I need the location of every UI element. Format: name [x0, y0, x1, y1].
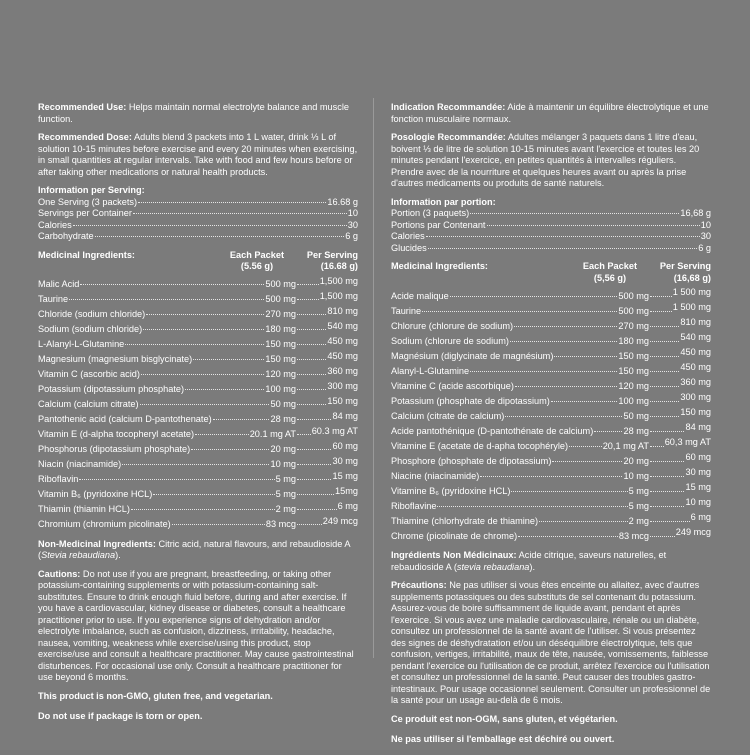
dot-leader [650, 510, 690, 522]
info-label: Carbohydrate [38, 231, 94, 241]
ingredient-name: Niacin (niacinamide) [38, 459, 122, 469]
ingredient-per-packet: 120 mg [618, 380, 649, 391]
ingredient-name: L-Alanyl-L-Glutamine [38, 339, 125, 349]
info-row [391, 220, 711, 232]
info-per-serving [38, 185, 358, 243]
ingredient-per-serving: 540 mg [327, 320, 358, 331]
dot-leader [297, 439, 331, 451]
dot-leader [594, 431, 622, 432]
ingredient-per-serving: 540 mg [680, 332, 711, 342]
ingredient-per-serving: 10 mg [685, 497, 711, 507]
dot-leader [650, 345, 679, 357]
ingredient-per-serving: 360 mg [327, 365, 358, 376]
ingredient-name: Vitamine C (acide ascorbique) [391, 380, 514, 391]
ingredient-per-packet: 150 mg [618, 365, 649, 376]
ingredient-per-packet: 100 mg [618, 395, 649, 406]
ingredient-per-serving: 150 mg [327, 395, 358, 406]
ingredient-per-serving: 15 mg [685, 482, 711, 492]
ingredient-name: Potassium (dipotassium phosphate) [38, 384, 185, 394]
dot-leader [539, 521, 627, 522]
ingredients-list [38, 276, 358, 531]
info-value: 6 g [698, 242, 711, 253]
dot-leader [193, 359, 264, 360]
info-label: One Serving (3 packets) [38, 196, 138, 207]
dot-leader [297, 424, 311, 436]
dot-leader [554, 356, 617, 357]
recommended-dose: Recommended Dose: Adults blend 3 packets into 1 L water, drink ⅓ L of solution 10-15 minutes before exercise and every 20 minutes when exercising, in small quantities at regular intervals. Take with food and few hours before or after taking other medications or natural health products. [38, 132, 358, 177]
ingredient-per-packet: 500 mg [265, 279, 296, 289]
ingredient-per-serving: 15mg [335, 485, 358, 496]
dot-leader [422, 311, 617, 312]
dot-leader [297, 409, 331, 421]
ingredient-per-packet: 150 mg [618, 350, 649, 361]
ingredient-per-serving: 1 500 mg [672, 287, 711, 297]
ingredients-units: (5.56 g) (16.68 g) [240, 261, 358, 271]
dot-leader [133, 213, 347, 214]
ingredient-name: Niacine (niacinamide) [391, 470, 480, 481]
dot-leader [297, 394, 326, 406]
ingredient-per-serving: 810 mg [680, 317, 711, 327]
ingredient-per-packet: 150 mg [265, 339, 296, 349]
ingredient-per-serving: 300 mg [327, 380, 358, 391]
ingredient-per-packet: 28 mg [623, 425, 649, 436]
info-row [391, 243, 711, 255]
dot-leader [131, 509, 275, 510]
dot-leader [297, 454, 331, 466]
ingredient-per-packet: 150 mg [265, 354, 296, 364]
dot-leader [297, 349, 326, 361]
ingredient-per-serving: 1,500 mg [319, 275, 358, 286]
ingredient-name: Thiamin (thiamin HCL) [38, 504, 130, 514]
ingredient-name: Riboflavine [391, 500, 437, 511]
dot-leader [650, 315, 679, 327]
dot-leader [140, 404, 270, 405]
dot-leader [191, 449, 269, 450]
ingredient-name: Sodium (chlorure de sodium) [391, 335, 509, 346]
ingredient-name: Thiamine (chlorhydrate de thiamine) [391, 515, 539, 526]
ingredient-per-serving: 810 mg [327, 305, 358, 316]
ingredient-per-packet: 5 mg [628, 500, 649, 511]
ingredient-per-packet: 180 mg [265, 324, 296, 334]
info-title: Information per Serving: [38, 185, 145, 195]
ingredient-per-packet: 100 mg [265, 384, 296, 394]
info-label: Servings per Container [38, 208, 132, 218]
ingredient-per-serving: 249 mcg [675, 527, 711, 537]
ingredient-name: Phosphorus (dipotassium phosphate) [38, 444, 191, 454]
info-label: Calories [38, 219, 72, 230]
ingredient-name: Vitamin B₆ (pyridoxine HCL) [38, 489, 153, 499]
ingredient-name: Vitamin E (d-alpha tocopheryl acetate) [38, 429, 195, 439]
ingredient-per-serving: 150 mg [680, 407, 711, 417]
dot-leader [80, 284, 264, 285]
dot-leader [146, 314, 264, 315]
ingredient-per-packet: 50 mg [270, 399, 296, 409]
info-row [38, 208, 358, 220]
package-warning: Do not use if package is torn or open. [38, 711, 203, 721]
dot-leader [297, 289, 319, 301]
ingredient-name: Vitamin C (ascorbic acid) [38, 369, 140, 379]
ingredient-name: Potassium (phosphate de dipotassium) [391, 395, 550, 406]
dot-leader [650, 330, 679, 342]
ingredient-per-packet: 20.1 mg AT [249, 429, 296, 439]
dot-leader [650, 285, 672, 297]
ingredient-per-packet: 20,1 mg AT [602, 440, 649, 451]
ingredient-per-packet: 2 mg [275, 504, 296, 514]
dot-leader [650, 525, 675, 537]
ingredient-per-packet: 500 mg [618, 305, 649, 316]
english-column [38, 102, 358, 732]
info-value: 16,68 g [680, 208, 711, 218]
dot-leader [73, 225, 347, 226]
ingredient-per-serving: 450 mg [327, 335, 358, 346]
ingredient-per-packet: 20 mg [270, 444, 296, 454]
ingredient-per-serving: 84 mg [332, 410, 358, 421]
dot-leader [650, 495, 684, 507]
ingredient-name: Sodium (sodium chloride) [38, 324, 143, 334]
french-column [391, 102, 711, 755]
dot-leader [141, 374, 264, 375]
info-label: Portion (3 paquets) [391, 208, 470, 218]
ingredient-name: Pantothenic acid (calcium D-pantothenate) [38, 414, 212, 424]
dot-leader [480, 476, 622, 477]
dot-leader [650, 435, 664, 447]
ingredient-per-packet: 83 mcg [618, 530, 649, 541]
recommended-use-fr: Indication Recommandée: Aide à maintenir un équilibre électrolytique et une fonction musculaire normaux. [391, 102, 709, 124]
ingredient-name: Riboflavin [38, 474, 79, 484]
dot-leader [297, 469, 331, 481]
ingredient-name: Vitamine B₆ (pyridoxine HCL) [391, 485, 511, 496]
info-value: 16.68 g [327, 196, 358, 207]
info-value: 10 [700, 219, 711, 230]
dot-leader [552, 461, 622, 462]
ingredient-per-packet: 10 mg [623, 470, 649, 481]
dot-leader [510, 341, 617, 342]
ingredient-per-serving: 360 mg [680, 377, 711, 387]
ingredient-per-serving: 1 500 mg [672, 302, 711, 312]
dot-leader [297, 514, 322, 526]
dot-leader [650, 360, 679, 372]
ingredient-per-serving: 450 mg [680, 347, 711, 357]
ingredient-per-serving: 30 mg [685, 467, 711, 477]
ingredient-row [38, 516, 358, 531]
ingredient-per-packet: 28 mg [270, 414, 296, 424]
info-label: Calories [391, 231, 425, 241]
ingredient-per-packet: 500 mg [618, 290, 649, 301]
ingredient-name: Magnésium (diglycinate de magnésium) [391, 350, 554, 361]
ingredient-per-serving: 15 mg [332, 470, 358, 481]
ingredient-per-serving: 450 mg [327, 350, 358, 361]
ingredient-name: Chromium (chromium picolinate) [38, 519, 171, 529]
ingredient-name: Malic Acid [38, 279, 80, 289]
ingredient-per-serving: 60 mg [685, 452, 711, 462]
info-title-fr: Information par portion: [391, 196, 496, 207]
ingredient-per-packet: 83 mcg [265, 519, 296, 529]
ingredient-name: Vitamine E (acetate de d-apha tocophéryle) [391, 440, 569, 451]
ingredient-per-serving: 60,3 mg AT [664, 437, 711, 447]
dot-leader [569, 446, 602, 447]
ingredient-per-serving: 300 mg [680, 392, 711, 402]
ingredient-name: Chrome (picolinate de chrome) [391, 530, 518, 541]
ingredient-per-serving: 84 mg [685, 422, 711, 432]
ingredient-per-packet: 180 mg [618, 335, 649, 346]
ingredient-name: Alanyl-L-Glutamine [391, 365, 470, 376]
cautions-fr: Précautions: Ne pas utiliser si vous êtes enceinte ou allaitez, avec d'autres supplements potassiques ou des substituts de sel contenant du potassium. Assurez-vous de boire suffisamment de liquide avant, pendant et après l'exercice. Si vous avez une maladie cardiovasculaire, rénale ou un diabète, consultez un professionnel de la santé avant de l'utiliser. Si vous présentez des signes de déshydratation et/ou un déséquilibre électrolytique, tels que confusion, vertiges, irritabilité, maux de tête, nausée, vomissements, faiblesse pendant l'exercice ou l'utilisation de ce produit, arrêtez l'exercice ou l'utilisation et consultez un professionnel de la santé. Peut causer des troubles gastro-intestinaux. Pour usage occasionnel seulement. Consulter un professionnel de la santé pour un usage au-delà de 6 mois. [391, 580, 711, 705]
dot-leader [470, 371, 617, 372]
non-gmo-statement-fr: Ce produit est non-OGM, sans gluten, et végétarien. [391, 713, 618, 724]
dot-leader [511, 491, 627, 492]
dot-leader [297, 334, 326, 346]
info-value: 30 [347, 219, 358, 230]
dot-leader [195, 434, 249, 435]
info-per-serving-fr [391, 197, 711, 255]
dot-leader [297, 484, 334, 496]
ingredient-per-serving: 450 mg [680, 362, 711, 372]
recommended-use: Recommended Use: Helps maintain normal electrolyte balance and muscle function. [38, 102, 349, 124]
info-row [391, 208, 711, 220]
dot-leader [470, 213, 679, 214]
dot-leader [437, 506, 627, 507]
ingredient-per-packet: 50 mg [623, 410, 649, 421]
ingredient-name: Chlorure (chlorure de sodium) [391, 320, 514, 331]
non-medicinal-ingredients-fr: Ingrédients Non Médicinaux: Acide citrique, saveurs naturelles, et rebaudioside A (stevia rebaudiana). [391, 550, 667, 572]
dot-leader [172, 524, 265, 525]
dot-leader [138, 202, 326, 203]
ingredients-list-fr [391, 287, 711, 542]
ingredient-per-serving: 60 mg [332, 440, 358, 451]
dot-leader [122, 464, 269, 465]
info-row [38, 220, 358, 232]
ingredient-per-packet: 10 mg [270, 459, 296, 469]
package-warning-fr: Ne pas utiliser si l'emballage est déchiré ou ouvert. [391, 734, 615, 744]
dot-leader [428, 248, 697, 249]
ingredient-per-packet: 270 mg [265, 309, 296, 319]
info-label: Glucides [391, 242, 427, 253]
dot-leader [297, 274, 319, 286]
ingredients-units-fr: (5,56 g) (16,68 g) [593, 272, 711, 283]
ingredient-per-packet: 270 mg [618, 320, 649, 331]
dot-leader [426, 236, 700, 237]
cautions: Cautions: Do not use if you are pregnant, breastfeeding, or taking other potassium-containing supplements or with potassium-containing salt-substitutes. Ensure to drink enough fluid before, during and after exercise. If you have a cardiovascular, kidney disease or diabetes, consult a healthcare practitioner prior to use. If you experience signs of dehydration and/or electrolyte imbalance, such as confusion, dizziness, irritability, headache, nausea, vomiting, weakness while exercise/using this product, stop exercise/use and consult a healthcare practitioner. May cause gastrointestinal disturbences. For occasional use only. Consult a healthcare practitioner for use beyond 6 months. [38, 568, 354, 682]
dot-leader [213, 419, 270, 420]
dot-leader [551, 401, 618, 402]
ingredient-name: Chloride (sodium chloride) [38, 309, 146, 319]
dot-leader [297, 304, 326, 316]
ingredient-name: Calcium (citrate de calcium) [391, 410, 505, 421]
non-gmo-statement: This product is non-GMO, gluten free, and vegetarian. [38, 690, 273, 701]
non-medicinal-ingredients: Non-Medicinal Ingredients: Citric acid, natural flavours, and rebaudioside A (Stevia rebaudiana). [38, 538, 350, 560]
dot-leader [297, 379, 326, 391]
ingredient-per-packet: 5 mg [628, 485, 649, 496]
ingredient-per-packet: 20 mg [623, 455, 649, 466]
info-row [38, 197, 358, 209]
dot-leader [650, 300, 672, 312]
dot-leader [125, 344, 264, 345]
dot-leader [153, 494, 274, 495]
dot-leader [297, 319, 326, 331]
ingredient-per-packet: 120 mg [265, 369, 296, 379]
dot-leader [297, 499, 337, 511]
info-value: 6 g [345, 231, 358, 241]
ingredient-per-packet: 500 mg [265, 294, 296, 304]
dot-leader [515, 386, 617, 387]
dot-leader [650, 405, 679, 417]
ingredient-per-serving: 6 mg [337, 500, 358, 511]
info-label: Portions par Contenant [391, 219, 486, 230]
dot-leader [450, 296, 618, 297]
info-row [391, 231, 711, 243]
ingredient-per-serving: 1,500 mg [319, 290, 358, 301]
ingredient-per-serving: 6 mg [690, 512, 711, 522]
dot-leader [514, 326, 617, 327]
ingredient-row [391, 527, 711, 542]
ingredient-name: Taurine [391, 305, 422, 316]
ingredient-name: Calcium (calcium citrate) [38, 399, 139, 409]
ingredient-per-packet: 5 mg [275, 489, 296, 499]
ingredient-per-serving: 30 mg [332, 455, 358, 466]
dot-leader [650, 465, 684, 477]
ingredient-name: Magnesium (magnesium bisglycinate) [38, 354, 193, 364]
info-value: 10 [347, 208, 358, 218]
ingredient-per-serving: 249 mcg [322, 515, 358, 526]
ingredient-per-serving: 60.3 mg AT [311, 425, 358, 436]
ingredients-header-fr: Medicinal Ingredients: Each Packet Per Serving [391, 261, 711, 271]
dot-leader [518, 536, 618, 537]
ingredient-name: Acide malique [391, 290, 449, 301]
dot-leader [297, 364, 326, 376]
dot-leader [79, 479, 274, 480]
ingredients-header: Medicinal Ingredients: Each Packet Per Serving [38, 249, 358, 260]
info-value: 30 [700, 231, 711, 241]
recommended-dose-fr: Posologie Recommandée: Adultes mélanger 3 paquets dans 1 litre d'eau, boivent ⅓ de litre de solution 10-15 minutes avant l'exercice et toutes les 20 minutes pendant l'exercice, en petites quantités à intervalles réguliers. Prendre avec de la nourriture et quelques heures avant ou après la prise d'autres médicaments ou produits de santé naturels. [391, 132, 700, 188]
info-row [38, 231, 358, 243]
ingredient-name: Acide pantothénique (D-pantothénate de calcium) [391, 425, 594, 436]
dot-leader [650, 450, 684, 462]
ingredient-name: Taurine [38, 294, 69, 304]
dot-leader [650, 480, 684, 492]
ingredient-per-packet: 5 mg [275, 474, 296, 484]
dot-leader [650, 375, 679, 387]
dot-leader [69, 299, 264, 300]
dot-leader [650, 420, 684, 432]
dot-leader [487, 225, 700, 226]
dot-leader [505, 416, 622, 417]
dot-leader [95, 236, 345, 237]
dot-leader [143, 329, 264, 330]
ingredient-per-packet: 2 mg [628, 515, 649, 526]
column-divider [373, 98, 374, 658]
ingredient-name: Phosphore (phosphate de dipotassium) [391, 455, 552, 466]
dot-leader [650, 390, 679, 402]
dot-leader [185, 389, 264, 390]
